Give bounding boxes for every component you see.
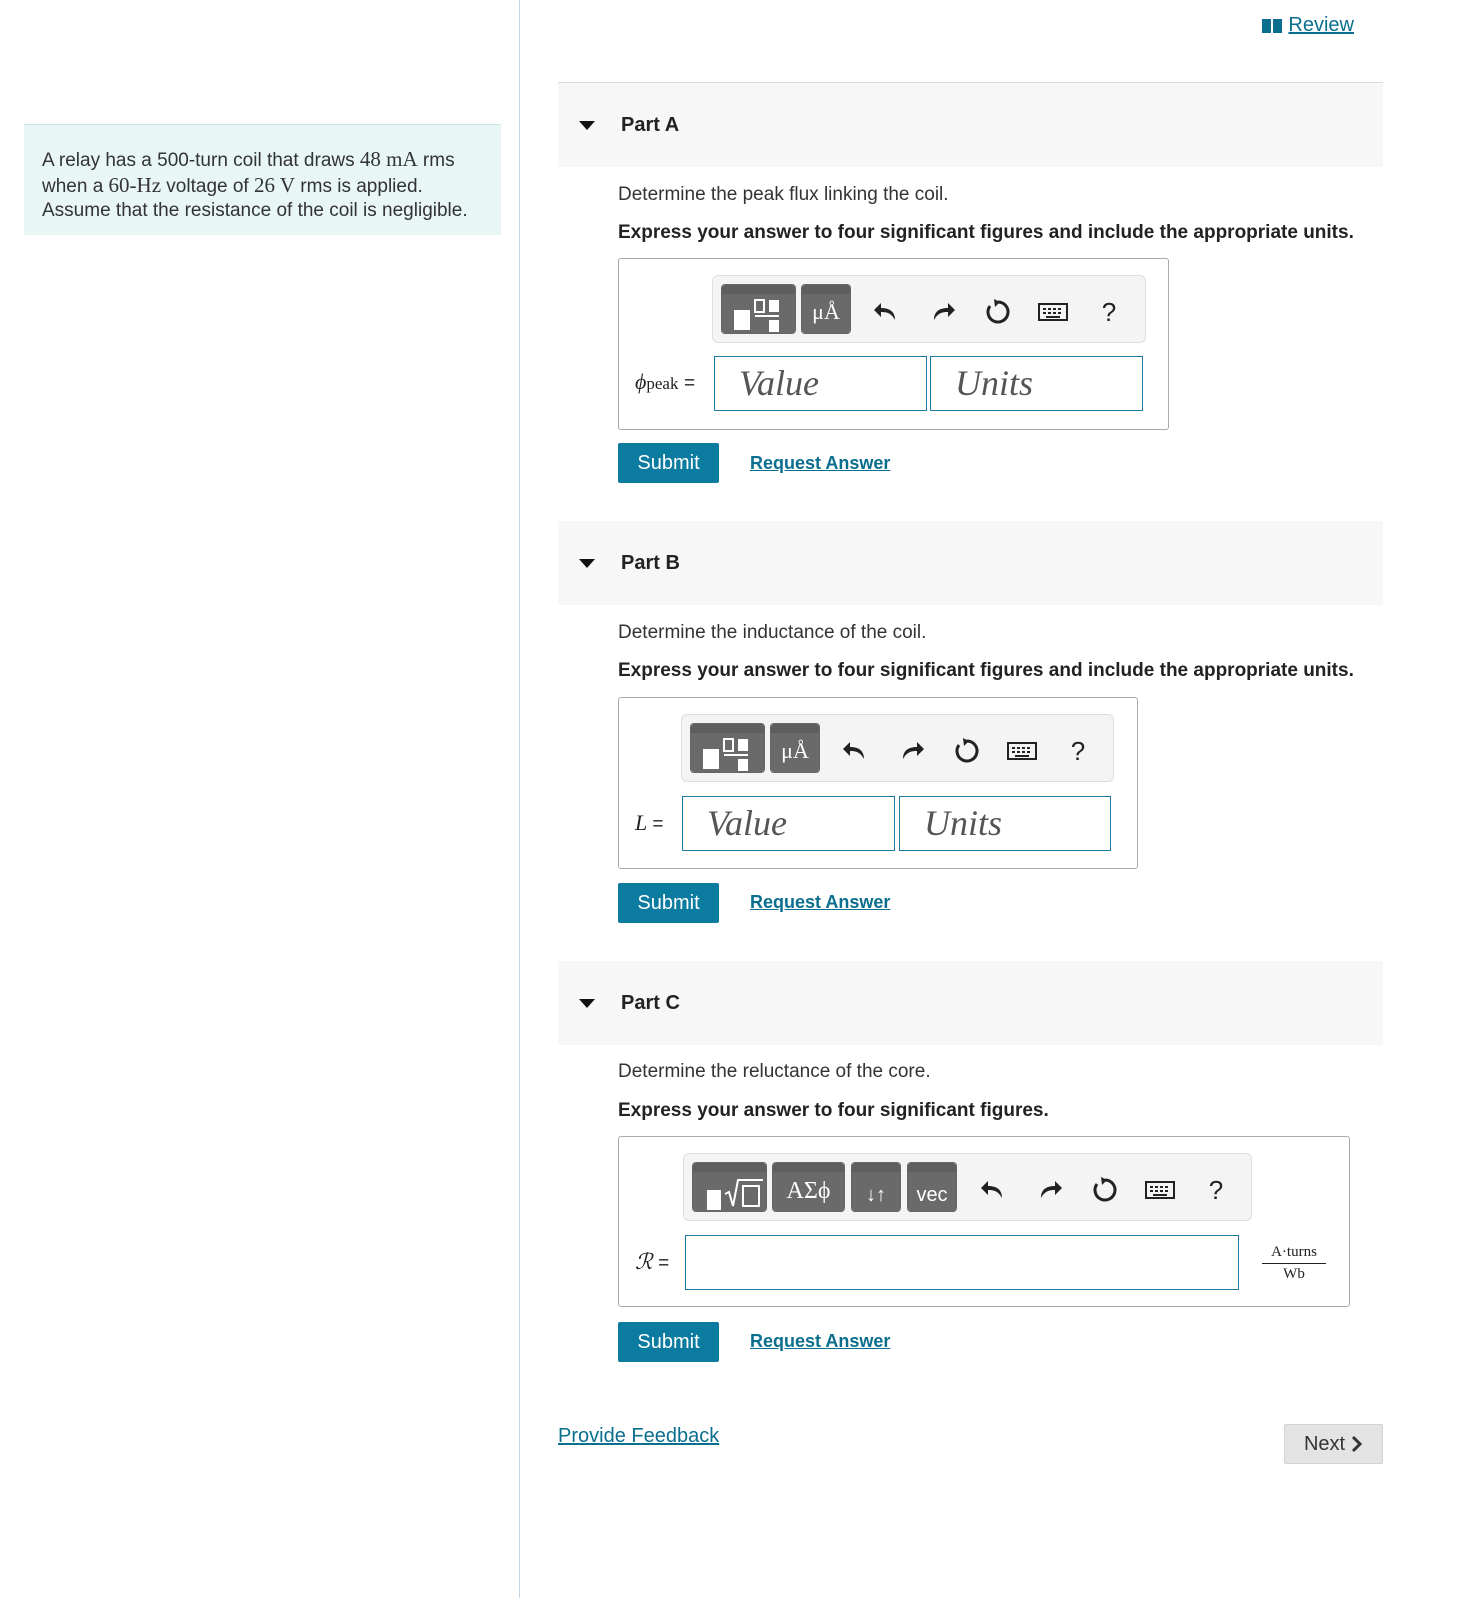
redo-icon[interactable] <box>927 296 959 328</box>
part-a-variable-label: ϕpeak = <box>635 369 696 394</box>
keyboard-icon[interactable] <box>1037 296 1069 328</box>
keyboard-icon[interactable] <box>1006 735 1038 767</box>
part-b-instruction: Express your answer to four significant figures and include the appropriate units. <box>618 660 1354 681</box>
review-link[interactable]: Review <box>1262 14 1354 37</box>
greek-symbols-button[interactable]: ΑΣϕ <box>772 1162 845 1212</box>
part-a-header[interactable] <box>558 83 1383 167</box>
chevron-right-icon <box>1351 1435 1363 1453</box>
part-c-instruction: Express your answer to four significant figures. <box>618 1100 1049 1121</box>
part-b-answer-box <box>618 697 1138 869</box>
part-c-toolbar <box>683 1153 1252 1221</box>
units-symbol-button[interactable]: μÅ <box>801 284 851 334</box>
caret-down-icon <box>579 559 595 568</box>
part-a-answer-box <box>618 258 1169 430</box>
current-value: 48 mA <box>359 147 418 171</box>
part-b-value-input[interactable]: Value <box>682 796 895 851</box>
help-icon[interactable]: ? <box>1070 735 1086 766</box>
subscript-superscript-button[interactable]: ↓↑ <box>851 1162 901 1212</box>
part-b-variable-label: L = <box>635 810 664 835</box>
part-a-request-answer-link[interactable]: Request Answer <box>750 453 891 473</box>
part-a-toolbar <box>712 275 1146 343</box>
templates-button[interactable] <box>721 284 796 334</box>
keyboard-icon[interactable] <box>1144 1174 1176 1206</box>
part-a-units-input[interactable]: Units <box>930 356 1143 411</box>
part-c-variable-label: ℛ = <box>635 1249 670 1274</box>
part-a-submit-button[interactable]: Submit <box>618 443 719 483</box>
part-b-title: Part B <box>621 551 680 574</box>
problem-column <box>0 0 520 1598</box>
part-b-request-answer-link[interactable]: Request Answer <box>750 892 891 912</box>
undo-icon[interactable] <box>870 296 902 328</box>
part-c-header[interactable] <box>558 961 1383 1045</box>
reset-icon[interactable] <box>982 296 1014 328</box>
undo-icon[interactable] <box>977 1174 1009 1206</box>
reset-icon[interactable] <box>951 735 983 767</box>
part-a-title: Part A <box>621 113 680 136</box>
book-icon <box>1262 19 1282 33</box>
part-c-unit-label: A·turns Wb <box>1262 1244 1326 1283</box>
vector-button[interactable]: vec <box>907 1162 957 1212</box>
undo-icon[interactable] <box>839 735 871 767</box>
part-b-units-input[interactable]: Units <box>899 796 1111 851</box>
next-button[interactable]: Next <box>1284 1424 1383 1464</box>
reset-icon[interactable] <box>1089 1174 1121 1206</box>
part-b-submit-button[interactable]: Submit <box>618 883 719 923</box>
help-icon[interactable]: ? <box>1208 1174 1224 1205</box>
frequency-value: 60-Hz <box>108 173 162 197</box>
part-c-answer-box <box>618 1136 1350 1307</box>
provide-feedback-link[interactable]: Provide Feedback <box>558 1425 720 1447</box>
part-b-prompt: Determine the inductance of the coil. <box>618 622 927 643</box>
part-a-prompt: Determine the peak flux linking the coil. <box>618 184 949 205</box>
caret-down-icon <box>579 999 595 1008</box>
part-b-toolbar <box>681 714 1114 782</box>
part-c-answer-input[interactable] <box>685 1235 1239 1290</box>
templates-button[interactable] <box>690 723 765 773</box>
part-c-title: Part C <box>621 991 680 1014</box>
redo-icon[interactable] <box>896 735 928 767</box>
math-templates-button[interactable] <box>692 1162 767 1212</box>
redo-icon[interactable] <box>1034 1174 1066 1206</box>
part-a-instruction: Express your answer to four significant figures and include the appropriate units. <box>618 222 1354 243</box>
part-c-submit-button[interactable]: Submit <box>618 1322 719 1362</box>
units-symbol-button[interactable]: μÅ <box>770 723 820 773</box>
help-icon[interactable]: ? <box>1101 296 1117 327</box>
problem-statement: A relay has a 500-turn coil that draws 48 mA rms when a 60-Hz voltage of 26 V rms is applied. Assume that the resistance of the coil is negligible. <box>24 124 501 235</box>
caret-down-icon <box>579 121 595 130</box>
voltage-value: 26 V <box>253 173 296 197</box>
part-b-header[interactable] <box>558 521 1383 605</box>
part-c-prompt: Determine the reluctance of the core. <box>618 1061 931 1082</box>
part-a-value-input[interactable]: Value <box>714 356 927 411</box>
part-c-request-answer-link[interactable]: Request Answer <box>750 1331 891 1351</box>
